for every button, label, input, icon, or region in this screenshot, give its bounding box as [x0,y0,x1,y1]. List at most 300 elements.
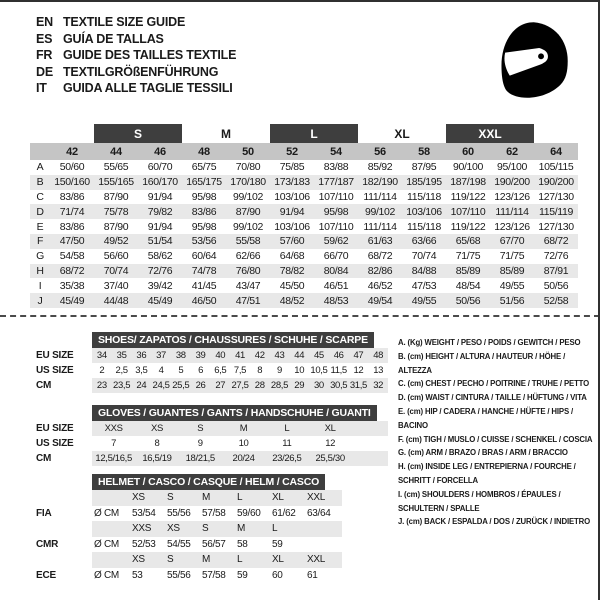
row-cells [92,378,388,393]
measurement-value-cell: 95/98 [191,190,217,203]
legend-item: C. (cm) CHEST / PECHO / POITRINE / TRUHE / PETTO [398,379,590,389]
value-cell: 24,5 [152,380,170,391]
measurement-value-cell: 44/48 [103,294,129,307]
measurement-value-cell: 47/50 [59,235,85,248]
size-group-cell: L [270,124,358,143]
size-cell: M [202,554,211,566]
measurement-value-cell: 59/62 [323,235,349,248]
value-cell: 6,5 [214,365,227,376]
value-cell: 53/54 [132,507,156,519]
measurement-value-cell: 185/195 [406,176,442,189]
measurement-value-cell: 111/114 [495,205,529,218]
value-cell: 54/55 [167,538,191,550]
legend-item: H. (cm) INSIDE LEG / ENTREPIERNA / FOURCHE / SCHRITT / FORCELLA [398,462,576,485]
legend-item: D. (cm) WAIST / CINTURA / TAILLE / HÜFTUNG / VITA [398,393,587,403]
size-cell: L [237,492,243,504]
value-cell: 9 [277,365,282,376]
language-code: FR [36,48,53,62]
helmet-icon [482,14,578,106]
value-cell: 40 [215,350,226,361]
size-number-cell: 48 [198,145,210,158]
measurement-value-cell: 91/94 [279,205,305,218]
measurement-legend [398,336,598,529]
value-cell: 57/58 [202,507,226,519]
shoes-size-table [36,332,396,393]
measurement-label-cell: I [38,279,42,292]
measurement-value-cell: 160/170 [142,176,178,189]
language-row [36,31,236,48]
size-number-cell: 62 [506,145,518,158]
measurement-value-cell: 61/63 [367,235,393,248]
measurement-value-cell: 107/110 [318,190,354,203]
size-number-cell: 44 [110,145,122,158]
language-row [36,80,236,97]
measurement-value-cell: 57/60 [279,235,305,248]
measurement-value-cell: 47/51 [235,294,261,307]
table-row [36,436,396,451]
size-number-cell: 42 [66,145,78,158]
helmet-size-row [36,552,396,568]
measurement-value-cell: 47/53 [411,279,437,292]
row-label: US SIZE [36,438,74,449]
size-group-row [30,124,578,143]
measurement-value-cell: 103/106 [406,205,442,218]
row-cells [92,552,342,568]
measurement-label-cell: B [36,176,44,189]
measurement-label-cell: D [36,205,44,218]
row-label: EU SIZE [36,423,74,434]
value-cell: 8 [257,365,263,376]
helmet-size-row [36,521,396,537]
size-group-cell: XXL [446,124,534,143]
legend-item: I. (cm) SHOULDERS / HOMBROS / ÉPAULES / SCHULTERN / SPALLE [398,489,561,513]
measurement-value-cell: 87/90 [103,190,129,203]
measurement-value-cell: 52/58 [543,294,569,307]
value-cell: 34 [96,350,107,361]
measurement-value-cell: 74/78 [191,264,217,277]
helmet-size-row [36,490,396,506]
measurement-value-cell: 127/130 [538,190,574,203]
measurement-value-cell: 119/122 [450,190,486,203]
measurement-value-cell: 85/89 [455,264,481,277]
measurement-value-cell: 83/86 [59,220,85,233]
measurement-value-cell: 51/54 [147,235,173,248]
section-divider [0,315,600,317]
row-cells [92,537,342,553]
value-cell: 59/60 [237,507,261,519]
measurement-row [30,190,578,205]
row-label: CM [36,453,52,464]
value-cell: 63/64 [307,507,331,519]
measurement-value-cell: 76/80 [235,264,261,277]
measurement-value-cell: 91/94 [147,190,173,203]
size-cell: XXL [307,554,326,566]
value-cell: 52/53 [132,538,156,550]
guide-title: GUIDE DES TAILLES TEXTILE [63,48,237,62]
measurement-value-cell: 60/64 [191,250,217,263]
row-label: US SIZE [36,365,74,376]
helmet-value-row [36,537,396,553]
guide-title: TEXTILGRÖßENFÜHRUNG [63,64,219,79]
table-row [36,451,396,466]
measurement-row [30,160,578,175]
measurement-value-cell: 99/102 [364,205,395,218]
measurement-value-cell: 111/114 [363,220,397,233]
value-cell: 39 [195,350,206,361]
value-cell: L [284,423,290,434]
value-cell: S [197,423,204,434]
value-cell: 35 [116,350,127,361]
value-cell: 18/21,5 [185,453,215,464]
value-cell: 28 [254,380,265,391]
measurement-value-cell: 37/40 [103,279,129,292]
measurement-value-cell: 87/91 [543,264,569,277]
language-code: IT [36,81,47,95]
measurement-value-cell: 105/115 [538,161,574,174]
value-cell: 48 [373,350,384,361]
shoes-table-title: SHOES/ ZAPATOS / CHAUSSURES / SCHUHE / SCARPE [92,332,374,348]
measurement-value-cell: 65/75 [191,161,217,174]
measurement-value-cell: 48/52 [279,294,305,307]
value-cell: 8 [154,438,160,449]
value-cell: 13 [373,365,384,376]
value-cell: 12,5/16,5 [95,453,132,464]
value-cell: 6 [198,365,203,376]
unit-cell: Ø CM [94,569,119,581]
size-group-cell [50,124,94,143]
measurement-row [30,293,578,308]
value-cell: 32 [373,380,384,391]
measurement-value-cell: 72/76 [147,264,173,277]
measurement-value-cell: 53/56 [191,235,217,248]
legend-item: A. (Kg) WEIGHT / PESO / POIDS / GEWITCH / PESO [398,338,581,347]
size-number-cell: 50 [242,145,254,158]
size-cell: S [202,523,209,535]
value-cell: 23,5 [113,380,131,391]
row-cells [92,421,388,436]
measurement-value-cell: 95/98 [323,205,349,218]
measurement-value-cell: 51/56 [499,294,525,307]
value-cell: XS [150,423,163,434]
measurement-row [30,249,578,264]
measurement-value-cell: 70/74 [103,264,129,277]
measurement-value-cell: 99/102 [232,190,263,203]
measurement-value-cell: 46/50 [191,294,217,307]
row-cells [92,348,388,363]
measurement-label-cell: G [36,250,44,263]
value-cell: 2,5 [115,365,128,376]
size-number-cell: 64 [550,145,562,158]
helmet-value-row [36,568,396,584]
size-cell: XXS [132,523,152,535]
value-cell: 45 [314,350,324,361]
value-cell: 56/57 [202,538,226,550]
legend-item: B. (cm) HEIGHT / ALTURA / HAUTEUR / HÖHE / ALTEZZA [398,351,566,375]
value-cell: 60 [272,569,283,581]
measurement-value-cell: 177/187 [318,176,354,189]
measurement-value-cell: 50/56 [455,294,481,307]
size-cell: L [272,523,278,535]
value-cell: 47 [353,350,364,361]
legend-item: G. (cm) ARM / BRAZO / BRAS / ARM / BRACCIO [398,448,568,458]
value-cell: M [239,423,248,434]
size-cell: XL [272,554,284,566]
measurement-value-cell: 99/102 [232,220,263,233]
measurement-value-cell: 67/70 [499,235,525,248]
value-cell: 30 [314,380,324,391]
value-cell: 30,5 [330,380,348,391]
measurement-value-cell: 71/74 [59,205,85,218]
size-cell: S [167,554,174,566]
value-cell: 42 [254,350,265,361]
measurement-value-cell: 170/180 [230,176,266,189]
value-cell: 27 [215,380,226,391]
value-cell: 12 [325,438,336,449]
value-cell: 9 [197,438,203,449]
size-number-cell: 60 [462,145,474,158]
measurement-value-cell: 49/55 [411,294,437,307]
measurement-value-cell: 107/110 [450,205,486,218]
value-cell: 25,5/30 [315,453,345,464]
value-cell: 23/26,5 [272,453,302,464]
value-cell: 4 [158,365,164,376]
textile-size-table [30,124,578,308]
value-cell: 58 [237,538,248,550]
gloves-size-table [36,405,396,466]
measurement-value-cell: 49/54 [367,294,393,307]
measurement-value-cell: 75/85 [279,161,305,174]
measurement-value-cell: 127/130 [538,220,574,233]
standard-label: FIA [36,507,52,519]
value-cell: 46 [333,350,344,361]
legend-item: E. (cm) HIP / CADERA / HANCHE / HÜFTE / HIPS / BACINO [398,406,574,430]
measurement-value-cell: 45/49 [147,294,173,307]
measurement-value-cell: 70/74 [411,250,437,263]
value-cell: 7 [111,438,117,449]
value-cell: 11,5 [330,365,347,376]
measurement-value-cell: 72/76 [543,250,569,263]
measurement-value-cell: 119/122 [450,220,486,233]
size-group-cell: S [94,124,182,143]
value-cell: 3,5 [135,365,148,376]
measurement-value-cell: 107/110 [318,220,354,233]
corner-cell [30,143,50,160]
value-cell: 59 [237,569,248,581]
measurement-value-cell: 83/88 [323,161,349,174]
row-cells [92,521,342,537]
guide-title: GUÍA DE TALLAS [63,31,164,46]
language-row [36,47,236,64]
value-cell: 20/24 [232,453,255,464]
value-cell: 5 [178,365,184,376]
value-cell: XL [324,423,336,434]
measurement-label-cell: J [37,294,43,307]
size-number-row [30,143,578,160]
measurement-value-cell: 68/72 [367,250,393,263]
table-row [36,363,396,378]
measurement-value-cell: 46/52 [367,279,393,292]
measurement-value-cell: 87/90 [103,220,129,233]
measurement-value-cell: 95/98 [191,220,217,233]
value-cell: 57/58 [202,569,226,581]
size-cell: S [167,492,174,504]
measurement-value-cell: 82/86 [367,264,393,277]
value-cell: 61 [307,569,318,581]
measurement-value-cell: 50/56 [543,279,569,292]
measurement-value-cell: 115/118 [407,190,441,203]
value-cell: XXS [104,423,123,434]
measurement-value-cell: 66/70 [323,250,349,263]
value-cell: 10,5 [310,365,328,376]
measurement-label-cell: H [36,264,44,277]
guide-title: GUIDA ALLE TAGLIE TESSILI [63,81,233,95]
measurement-value-cell: 87/95 [411,161,437,174]
measurement-value-cell: 173/183 [274,176,310,189]
corner-cell [30,124,50,143]
measurement-value-cell: 35/38 [59,279,85,292]
legend-item: F. (cm) TIGH / MUSLO / CUISSE / SCHENKEL / COSCIA [398,434,593,444]
measurement-value-cell: 75/78 [103,205,129,218]
measurement-value-cell: 55/58 [235,235,261,248]
measurement-value-cell: 56/60 [103,250,129,263]
language-code: DE [36,64,53,79]
value-cell: 43 [274,350,285,361]
value-cell: 38 [175,350,186,361]
row-cells [92,568,342,584]
size-cell: XL [272,492,284,504]
size-number-cell: 46 [154,145,166,158]
measurement-value-cell: 115/119 [539,205,573,218]
measurement-value-cell: 190/200 [494,176,530,189]
measurement-value-cell: 115/118 [407,220,441,233]
size-cell: M [237,523,246,535]
value-cell: 11 [282,438,292,449]
measurement-value-cell: 71/75 [499,250,525,263]
measurement-row [30,219,578,234]
size-cell: XS [132,554,145,566]
value-cell: 41 [235,350,245,361]
value-cell: 2 [99,365,105,376]
value-cell: 61/62 [272,507,296,519]
size-cell: XXL [307,492,326,504]
measurement-value-cell: 70/80 [235,161,261,174]
size-number-cell: 54 [330,145,342,158]
value-cell: 44 [294,350,305,361]
measurement-value-cell: 60/70 [147,161,173,174]
measurement-value-cell: 187/198 [450,176,486,189]
measurement-value-cell: 79/82 [147,205,173,218]
size-number-cell: 58 [418,145,430,158]
measurement-value-cell: 64/68 [279,250,305,263]
size-group-cell: M [221,126,231,141]
measurement-label-cell: F [36,235,44,248]
size-cell: XS [132,492,145,504]
measurement-value-cell: 123/126 [494,190,530,203]
measurement-value-cell: 41/45 [191,279,217,292]
measurement-value-cell: 49/55 [499,279,525,292]
measurement-value-cell: 87/90 [235,205,261,218]
measurement-value-cell: 165/175 [186,176,222,189]
row-label: EU SIZE [36,350,74,361]
measurement-value-cell: 103/106 [274,220,310,233]
row-cells [92,506,342,522]
guide-title: TEXTILE SIZE GUIDE [63,15,186,29]
measurement-row [30,264,578,279]
measurement-row [30,278,578,293]
measurement-value-cell: 95/100 [496,161,527,174]
language-row [36,64,236,81]
measurement-value-cell: 48/53 [323,294,349,307]
value-cell: 55/56 [167,569,191,581]
row-cells [92,436,388,451]
measurement-value-cell: 45/50 [279,279,305,292]
value-cell: 10 [238,438,249,449]
language-title-list [36,14,236,97]
value-cell: 10 [294,365,305,376]
measurement-value-cell: 150/160 [54,176,90,189]
measurement-value-cell: 43/47 [235,279,261,292]
measurement-value-cell: 91/94 [147,220,173,233]
size-cell: XS [167,523,180,535]
measurement-value-cell: 123/126 [494,220,530,233]
gloves-table-title: GLOVES / GUANTES / GANTS / HANDSCHUHE / GUANTI [92,405,377,421]
unit-cell: Ø CM [94,507,119,519]
measurement-value-cell: 71/75 [455,250,481,263]
measurement-value-cell: 50/60 [59,161,85,174]
value-cell: 53 [132,569,143,581]
helmet-value-row [36,506,396,522]
value-cell: 29 [294,380,305,391]
row-cells [92,363,388,378]
measurement-value-cell: 62/66 [235,250,261,263]
measurement-value-cell: 55/65 [103,161,129,174]
measurement-value-cell: 39/42 [147,279,173,292]
measurement-value-cell: 45/49 [59,294,85,307]
measurement-value-cell: 190/200 [538,176,574,189]
measurement-value-cell: 46/51 [323,279,349,292]
helmet-size-table [36,474,396,583]
language-code: ES [36,31,53,46]
measurement-value-cell: 85/92 [367,161,393,174]
value-cell: 26 [195,380,206,391]
measurement-value-cell: 68/72 [543,235,569,248]
value-cell: 23 [96,380,107,391]
value-cell: 59 [272,538,283,550]
measurement-value-cell: 49/52 [103,235,129,248]
measurement-value-cell: 84/88 [411,264,437,277]
measurement-value-cell: 90/100 [452,161,483,174]
measurement-value-cell: 80/84 [323,264,349,277]
measurement-value-cell: 58/62 [147,250,173,263]
value-cell: 31,5 [349,380,367,391]
size-number-cell: 52 [286,145,298,158]
language-row [36,14,236,31]
size-cell: L [237,554,243,566]
value-cell: 24 [136,380,147,391]
measurement-value-cell: 155/165 [98,176,134,189]
language-code: EN [36,15,53,29]
value-cell: 55/56 [167,507,191,519]
value-cell: 37 [156,350,166,361]
measurement-value-cell: 68/72 [59,264,85,277]
row-cells [92,451,388,466]
value-cell: 16,5/19 [142,453,172,464]
measurement-label-cell: C [36,190,44,203]
measurement-value-cell: 182/190 [362,176,398,189]
size-cell: M [202,492,211,504]
value-cell: 7,5 [233,365,247,376]
helmet-table-title: HELMET / CASCO / CASQUE / HELM / CASCO [92,474,325,490]
